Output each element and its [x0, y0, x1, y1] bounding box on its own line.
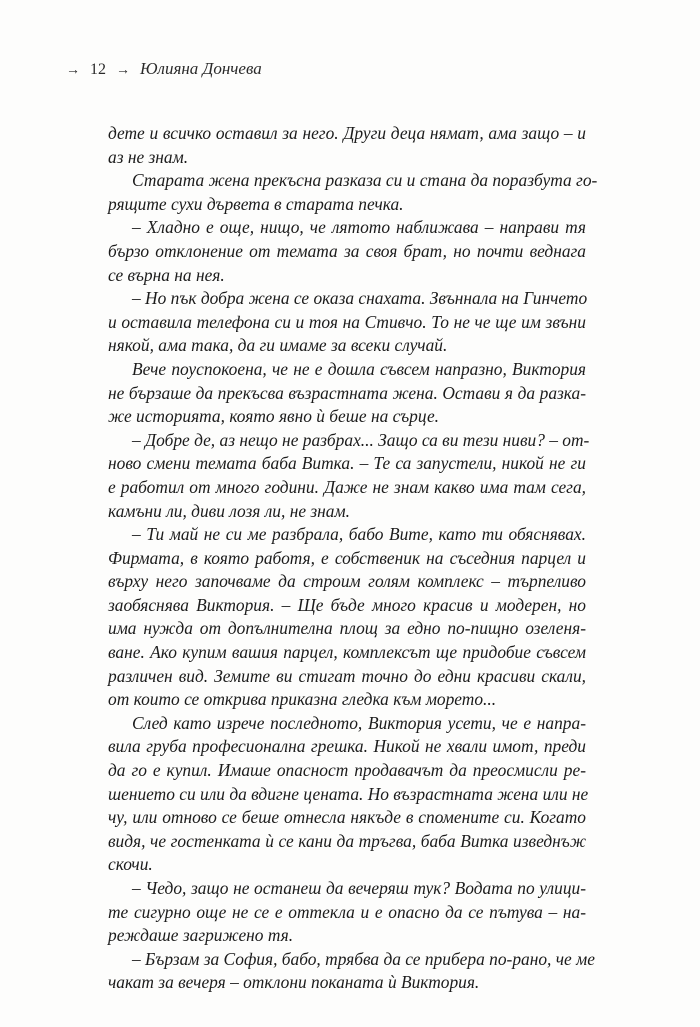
- text-line: чу, или отново се беше отнесла някъде в спомените си. Когато: [108, 807, 586, 828]
- text-line: скочи.: [108, 854, 153, 875]
- text-line: шението си или да вдигне цената. Но възрастната жена или не: [108, 783, 589, 804]
- text-line: се върна на нея.: [108, 264, 225, 285]
- text-line: Фирмата, в която работя, е собственик на съседния парцел и: [108, 547, 586, 568]
- arrow-right-icon: →: [116, 63, 130, 78]
- text-line: камъни ли, диви лозя ли, не знам.: [108, 500, 350, 521]
- text-line: – Бързам за София, бабо, трябва да се прибера по-рано, че ме: [132, 948, 595, 969]
- text-line: дете и всичко оставил за него. Други деца нямат, ама защо – и: [108, 123, 586, 143]
- text-line: Вече поуспокоена, че не е дошла съвсем напразно, Виктория: [132, 358, 586, 379]
- text-line: не бързаше да прекъсва възрастната жена. Остави я да разка-: [108, 382, 586, 403]
- text-line: върху него започваме да строим голям комплекс – търпеливо: [108, 571, 586, 592]
- author-name: Юлияна Дончева: [140, 59, 262, 78]
- body-text: [108, 122, 598, 995]
- text-line: има нужда от допълнителна площ за едно по-пищно озеленя-: [108, 618, 586, 639]
- text-line: и оставила телефона си и тоя на Стивчо. То не че ще им звъни: [108, 311, 586, 332]
- text-line: – Но пък добра жена се оказа снахата. Звъннала на Гинчето: [132, 288, 588, 309]
- text-line: – Хладно е още, нищо, че лятото наближава – направи тя: [132, 217, 586, 238]
- text-line: реждаше загрижено тя.: [108, 925, 294, 946]
- text-line: – Добре де, аз нещо не разбрах... Защо са ви тези ниви? – от-: [132, 429, 590, 450]
- text-line: от които се открива приказна гледка към морето...: [108, 689, 497, 710]
- text-line: видя, че гостенката ѝ се кани да тръгва, баба Витка изведнъж: [108, 830, 586, 851]
- text-line: някой, ама така, да ги имаме за всеки случай.: [108, 335, 448, 356]
- text-line: – Ти май не си ме разбрала, бабо Вите, като ти обяснявах.: [132, 524, 586, 545]
- running-head: [66, 58, 262, 82]
- text-line: же историята, която явно ѝ беше на сърце.: [108, 406, 440, 427]
- text-line: е работил от много години. Даже не знам какво има там сега,: [108, 476, 586, 497]
- text-line: да го е купил. Имаше опасност продавачът да преосмисли ре-: [108, 760, 586, 781]
- text-line: заобяснява Виктория. – Ще бъде много красив и модерен, но: [108, 594, 586, 615]
- text-line: ново смени темата баба Витка. – Те са запустели, никой не ги: [108, 453, 586, 474]
- text-line: различен вид. Земите ви стигат точно до едни красиви скали,: [108, 665, 586, 686]
- text-line: те сигурно още не се е оттекла и е опасно да се пътува – на-: [108, 901, 586, 922]
- page-number: 12: [90, 61, 106, 78]
- text-line: аз не знам.: [108, 146, 189, 167]
- text-line: рящите сухи дървета в старата печка.: [108, 193, 404, 214]
- text-line: чакат за вечеря – отклони поканата ѝ Виктория.: [108, 972, 480, 993]
- text-line: ване. Ако купим вашия парцел, комплексът ще придобие съвсем: [108, 642, 586, 663]
- text-line: бързо отклонение от темата за своя брат, но почти веднага: [108, 240, 586, 261]
- text-line: – Чедо, защо не останеш да вечеряш тук? Водата по улици-: [132, 878, 586, 898]
- text-line: След като изрече последното, Виктория усети, че е напра-: [132, 712, 586, 733]
- arrow-right-icon: →: [66, 63, 80, 78]
- text-line: Старата жена прекъсна разказа си и стана да поразбута го-: [132, 170, 598, 191]
- text-line: вила груба професионална грешка. Никой не хвали имот, преди: [108, 736, 586, 757]
